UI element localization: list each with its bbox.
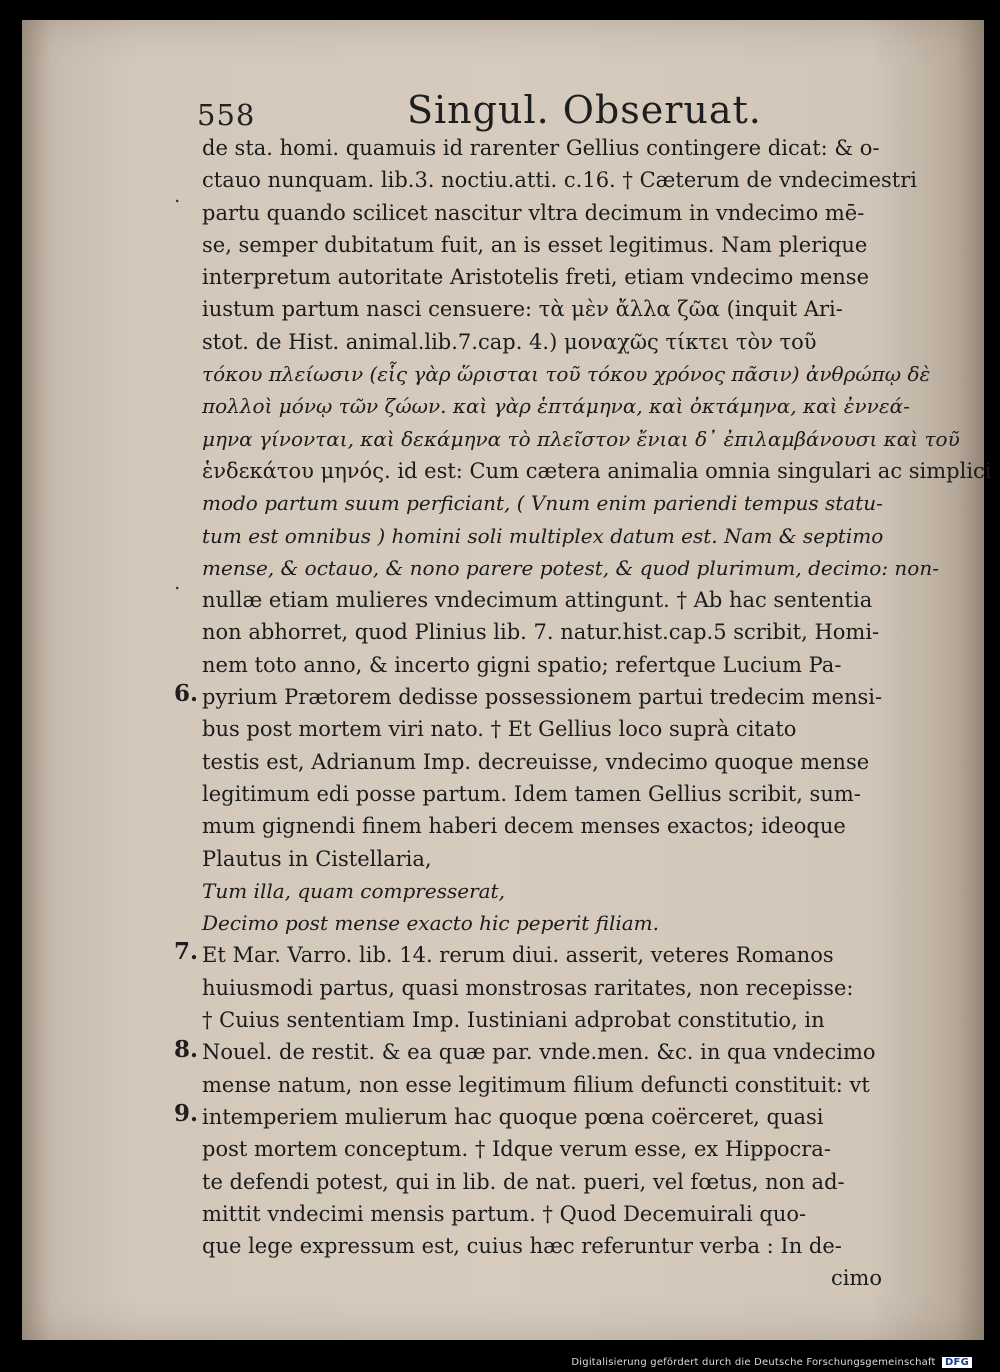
greek-line: μηνα γίνονται, καὶ δεκάμηνα τὸ πλεῖστον ἔνιαι δ᾽ ἐπιλαμβάνουσι καὶ τοῦ <box>202 426 960 451</box>
text-line: stot. de Hist. animal.lib.7.cap. 4.) μοναχῶς τίκτει τὸν τοῦ <box>202 329 817 354</box>
text-line: testis est, Adrianum Imp. decreuisse, vndecimo quoque mense <box>202 749 870 774</box>
margin-number: 7. <box>174 938 199 965</box>
margin-mark: . <box>174 183 181 207</box>
text-line: ἑνδεκάτου μηνός. id est: Cum cætera animalia omnia singulari ac simplici <box>202 458 992 483</box>
italic-line: mense, & octauo, & nono parere potest, & quod plurimum, decimo: non- <box>202 555 939 580</box>
text-line: non abhorret, quod Plinius lib. 7. natur.hist.cap.5 scribit, Homi- <box>202 620 880 645</box>
text-line: mense natum, non esse legitimum filium defuncti constituit: vt <box>202 1072 870 1097</box>
text-line: mum gignendi finem haberi decem menses exactos; ideoque <box>202 814 846 839</box>
margin-number: 6. <box>174 680 199 707</box>
text-line: legitimum edi posse partum. Idem tamen Gellius scribit, sum- <box>202 781 861 806</box>
dfg-logo: DFG <box>942 1357 972 1368</box>
text-line: de sta. homi. quamuis id rarenter Gellius contingere dicat: & o- <box>202 136 880 160</box>
digitization-credit <box>571 1357 972 1368</box>
text-line: nem toto anno, & incerto gigni spatio; refertque Lucium Pa- <box>202 652 842 677</box>
body-text <box>202 132 992 1295</box>
scanned-page <box>22 20 992 1340</box>
text-line: se, semper dubitatum fuit, an is esset legitimus. Nam plerique <box>202 232 868 257</box>
text-line: te defendi potest, qui in lib. de nat. pueri, vel fœtus, non ad- <box>202 1169 845 1194</box>
text-line: pyrium Prætorem dedisse possessionem partui tredecim mensi- <box>202 685 883 710</box>
text-line: Nouel. de restit. & ea quæ par. vnde.men. &c. in qua vndecimo <box>202 1040 876 1065</box>
catchword: cimo <box>830 1266 882 1291</box>
text-line: huiusmodi partus, quasi monstrosas raritates, non recepisse: <box>202 975 854 1000</box>
text-line: partu quando scilicet nascitur vltra decimum in vndecimo mē- <box>202 200 865 225</box>
margin-number: 9. <box>174 1100 199 1127</box>
text-line: intemperiem mulierum hac quoque pœna coërceret, quasi <box>202 1104 824 1129</box>
verse-line: Decimo post mense exacto hic peperit filiam. <box>202 911 659 936</box>
page-number: 558 <box>197 98 256 132</box>
verse-line: Tum illa, quam compresserat, <box>202 878 505 903</box>
italic-line: modo partum suum perficiant, ( Vnum enim pariendi tempus statu- <box>202 491 883 516</box>
greek-line: τόκου πλείωσιν (εἷς γὰρ ὥρισται τοῦ τόκου χρόνος πᾶσιν) ἀνθρώπῳ δὲ <box>202 362 931 387</box>
margin-number: 8. <box>174 1036 199 1063</box>
text-line: ctauo nunquam. lib.3. noctiu.atti. c.16. † Cæterum de vndecimestri <box>202 168 918 193</box>
italic-line: tum est omnibus ) homini soli multiplex datum est. Nam & septimo <box>202 523 884 548</box>
text-line: iustum partum nasci censuere: τὰ μὲν ἄλλα ζῶα (inquit Ari- <box>202 297 843 322</box>
text-line: bus post mortem viri nato. † Et Gellius loco suprà citato <box>202 717 797 742</box>
text-line: interpretum autoritate Aristotelis freti, etiam vndecimo mense <box>202 265 869 290</box>
text-line: † Cuius sententiam Imp. Iustiniani adprobat constitutio, in <box>202 1008 825 1033</box>
greek-line: πολλοὶ μόνῳ τῶν ζώων. καὶ γὰρ ἑπτάμηνα, καὶ ὀκτάμηνα, καὶ ἐννεά- <box>202 394 910 419</box>
text-line: post mortem conceptum. † Idque verum esse, ex Hippocra- <box>202 1137 831 1162</box>
text-line: Et Mar. Varro. lib. 14. rerum diui. asserit, veteres Romanos <box>202 943 834 968</box>
text-line: que lege expressum est, cuius hæc referuntur verba : In de- <box>202 1234 842 1259</box>
text-line: mittit vndecimi mensis partum. † Quod Decemuirali quo- <box>202 1201 807 1226</box>
credit-text: Digitalisierung gefördert durch die Deutsche Forschungsgemeinschaft <box>571 1357 936 1368</box>
text-line: nullæ etiam mulieres vndecimum attingunt. † Ab hac sententia <box>202 588 873 613</box>
running-title: Singul. Obseruat. <box>407 88 762 132</box>
margin-mark: . <box>174 570 181 594</box>
text-line: Plautus in Cistellaria, <box>202 846 432 871</box>
